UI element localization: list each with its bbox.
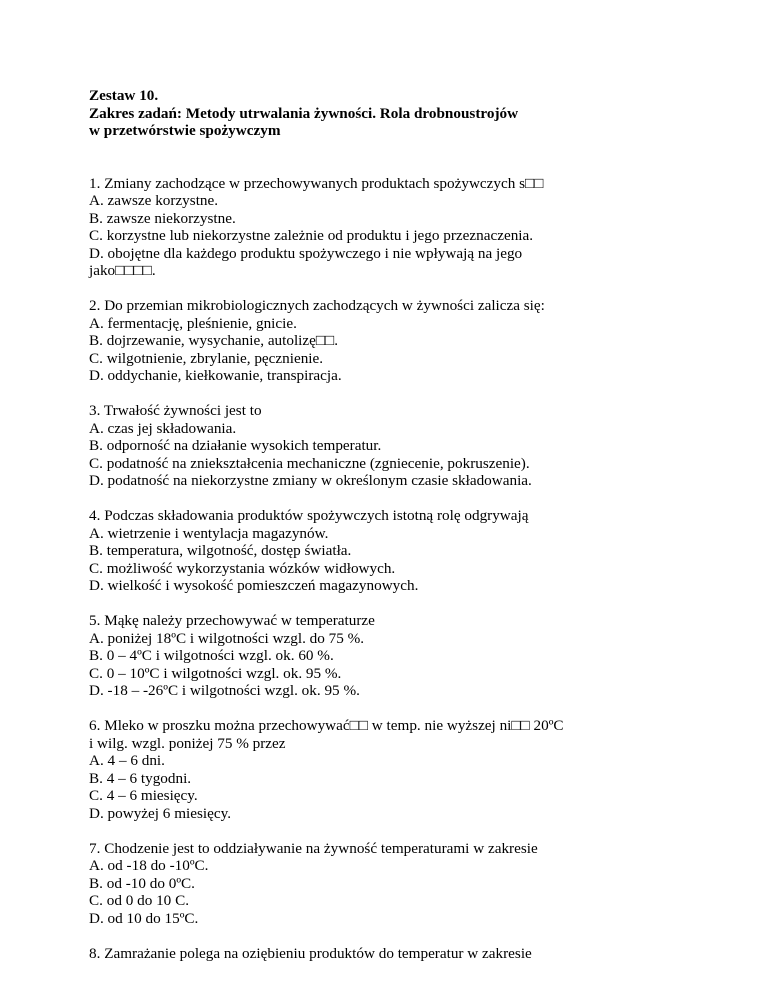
scope-title-line-2: w przetwórstwie spożywczym [89,122,281,139]
question-text: 2. Do przemian mikrobiologicznych zachodzących w żywności zalicza się: [89,297,545,314]
question-list [89,175,729,963]
document-header [89,87,729,140]
question-text: 1. Zmiany zachodzące w przechowywanych produktach spożywczych s□□ [89,174,544,192]
answer-option: B. zawsze niekorzystne. [89,209,236,227]
answer-option: B. 4 – 6 tygodni. [89,769,192,787]
answer-option: C. podatność na zniekształcenia mechaniczne (zgniecenie, pokruszenie). [89,454,530,472]
answer-option: D. podatność na niekorzystne zmiany w określonym czasie składowania. [89,472,532,489]
answer-option: C. 0 – 10ºC i wilgotności wzgl. ok. 95 %. [89,664,342,682]
question-text: 6. Mleko w proszku można przechowywać□□ w temp. nie wyższej ni□□ 20ºC [89,717,564,734]
document-page [89,87,729,980]
answer-option: B. od -10 do 0ºC. [89,874,195,892]
question-block [89,297,729,385]
answer-option: C. możliwość wykorzystania wózków widłowych. [89,559,396,577]
answer-option: B. dojrzewanie, wysychanie, autolizę□□. [89,332,339,349]
question-block [89,945,729,963]
answer-option: C. 4 – 6 miesięcy. [89,787,198,804]
question-text: 5. Mąkę należy przechowywać w temperaturze [89,612,375,629]
question-block [89,840,729,928]
question-text: 7. Chodzenie jest to oddziaływanie na żywność temperaturami w zakresie [89,839,538,857]
scope-title-line-1: Zakres zadań: Metody utrwalania żywności. Rola drobnoustrojów [89,104,519,122]
answer-option: A. zawsze korzystne. [89,192,219,209]
question-block [89,507,729,595]
answer-option: C. wilgotnienie, zbrylanie, pęcznienie. [89,349,324,367]
answer-option: D. powyżej 6 miesięcy. [89,804,231,822]
answer-option: B. odporność na działanie wysokich temperatur. [89,437,382,454]
answer-option: A. 4 – 6 dni. [89,752,165,769]
answer-option: D. -18 – -26ºC i wilgotności wzgl. ok. 95 %. [89,682,360,699]
answer-option: A. czas jej składowania. [89,419,237,437]
question-text: 3. Trwałość żywności jest to [89,402,262,419]
answer-option: C. korzystne lub niekorzystne zależnie od produktu i jego przeznaczenia. [89,227,534,244]
question-text: 4. Podczas składowania produktów spożywczych istotną rolę odgrywają [89,507,529,524]
set-title: Zestaw 10. [89,87,159,104]
answer-option: D. od 10 do 15ºC. [89,909,199,927]
answer-option: jako□□□□. [89,262,156,279]
question-block [89,175,729,280]
answer-option: C. od 0 do 10 C. [89,892,189,909]
answer-option: A. fermentację, pleśnienie, gnicie. [89,314,297,332]
answer-option: i wilg. wzgl. poniżej 75 % przez [89,734,286,752]
answer-option: D. wielkość i wysokość pomieszczeń magazynowych. [89,577,419,594]
answer-option: A. poniżej 18ºC i wilgotności wzgl. do 75 %. [89,629,365,647]
answer-option: D. oddychanie, kiełkowanie, transpiracja. [89,367,342,384]
question-text: 8. Zamrażanie polega na oziębieniu produktów do temperatur w zakresie [89,944,532,962]
answer-option: D. obojętne dla każdego produktu spożywczego i nie wpływają na jego [89,244,523,262]
question-block [89,402,729,490]
answer-option: A. od -18 do -10ºC. [89,857,209,874]
answer-option: B. 0 – 4ºC i wilgotności wzgl. ok. 60 %. [89,647,334,664]
answer-option: A. wietrzenie i wentylacja magazynów. [89,524,329,542]
question-block [89,717,729,822]
question-block [89,612,729,700]
answer-option: B. temperatura, wilgotność, dostęp światła. [89,542,352,559]
